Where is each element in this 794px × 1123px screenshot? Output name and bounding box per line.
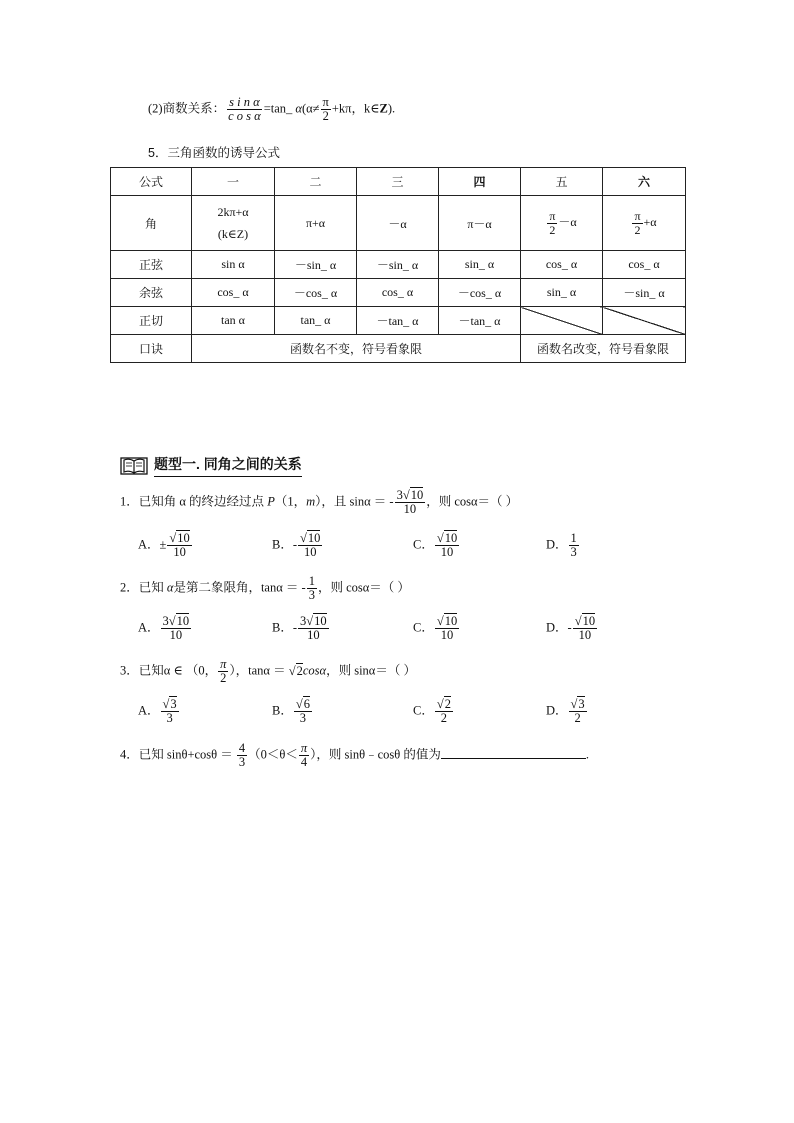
- q1-option-b[interactable]: B．- $\frac{√10}{10}$: [272, 531, 321, 560]
- table-cell: cos_ α: [521, 251, 603, 279]
- angle-cell: 2kπ+α (k∈Z): [192, 196, 275, 251]
- angle-cell: $\frac{\pi}{2}$ －α: [521, 196, 603, 251]
- section-5-title: 5．三角函数的诱导公式: [148, 146, 280, 160]
- table-row-sine: [111, 251, 686, 279]
- table-cell: －sin_ α: [357, 251, 439, 279]
- q1-fraction: $\frac{3√10}{10}$: [396, 488, 424, 517]
- angle-cell: －α: [357, 196, 439, 251]
- mnemonic-cell: 函数名改变，符号看象限: [521, 335, 686, 363]
- question-4: 4．已知 sinθ+cosθ ＝ $\frac{4}{3}$ （0＜θ＜ $\frac{\pi}{4}$ ），则 sinθ﹣cosθ 的值为 .: [120, 741, 590, 770]
- question-2: 2．已知 α是第二象限角，tanα ＝ - $\frac{1}{3}$ ，则 cosα＝（ ）: [120, 574, 410, 603]
- answer-blank[interactable]: [441, 757, 586, 759]
- header-cell: 六: [603, 168, 686, 196]
- header-cell: 二: [275, 168, 357, 196]
- table-row-angle: [111, 196, 686, 251]
- question-1: 1．已知角 α 的终边经过点 P（1，m），且 sinα ＝ - $\frac{3√10}{10}$ ，则 cosα＝（ ）: [120, 488, 519, 517]
- table-cell: －cos_ α: [275, 279, 357, 307]
- table-cell: sin_ α: [521, 279, 603, 307]
- induction-formula-table: [110, 167, 686, 363]
- q2-option-b[interactable]: B．- $\frac{3√10}{10}$: [272, 614, 327, 643]
- table-cell: tan_ α: [275, 307, 357, 335]
- table-cell: tan α: [192, 307, 275, 335]
- table-cell: cos_ α: [192, 279, 275, 307]
- q4-fraction: $\frac{4}{3}$: [238, 741, 246, 770]
- row-label: 正弦: [111, 251, 192, 279]
- table-header-row: [111, 168, 686, 196]
- row-label: 正切: [111, 307, 192, 335]
- q1-option-d[interactable]: D． $\frac{1}{3}$: [546, 531, 577, 560]
- table-cell: －cos_ α: [439, 279, 521, 307]
- q2-option-c[interactable]: C． $\frac{√10}{10}$: [413, 614, 458, 643]
- table-cell: sin α: [192, 251, 275, 279]
- row-label: 余弦: [111, 279, 192, 307]
- angle-cell: $\frac{\pi}{2}$ +α: [603, 196, 686, 251]
- table-row-mnemonic: [111, 335, 686, 363]
- q1-option-a[interactable]: A．± $\frac{√10}{10}$: [138, 531, 190, 560]
- section-title: 题型一. 同角之间的关系: [154, 454, 302, 477]
- mnemonic-cell: 函数名不变，符号看象限: [192, 335, 521, 363]
- table-row-tangent: [111, 307, 686, 335]
- q3-option-b[interactable]: B． $\frac{√6}{3}$: [272, 697, 310, 726]
- sin-over-cos-fraction: $\frac{\text{s i n α}}{\text{c o s α}}$: [228, 95, 261, 124]
- row-label: 口诀: [111, 335, 192, 363]
- angle-cell: π+α: [275, 196, 357, 251]
- quotient-prefix: (2)商数关系：: [148, 101, 226, 116]
- header-cell: 一: [192, 168, 275, 196]
- q3-option-d[interactable]: D． $\frac{√3}{2}$: [546, 697, 585, 726]
- pi-over-two-fraction: $\frac{\pi}{2}$: [322, 95, 329, 124]
- q3-option-c[interactable]: C． $\frac{√2}{2}$: [413, 697, 451, 726]
- header-cell: 五: [521, 168, 603, 196]
- quotient-equals-tan: =tan_: [263, 101, 296, 116]
- row-label: 角: [111, 196, 192, 251]
- diagonal-empty-cell: [521, 307, 603, 335]
- q2-option-a[interactable]: A． $\frac{3√10}{10}$: [138, 614, 190, 643]
- section-header: [120, 454, 302, 477]
- quotient-relation-line: (2)商数关系： $\frac{\text{s i n α}}{\text{c o s α}}$ =tan_ α(α≠ $\frac{\pi}{2}$ +kπ，k∈Z).: [148, 95, 396, 124]
- book-icon: [120, 456, 148, 476]
- question-3: 3．已知α ∈ （0， $\frac{\pi}{2}$ ），tanα ＝ √2cosα，则 sinα＝（ ）: [120, 657, 416, 686]
- q2-option-d[interactable]: D．- $\frac{√10}{10}$: [546, 614, 596, 643]
- table-cell: cos_ α: [603, 251, 686, 279]
- table-cell: －tan_ α: [439, 307, 521, 335]
- table-cell: －sin_ α: [603, 279, 686, 307]
- table-cell: cos_ α: [357, 279, 439, 307]
- table-cell: －tan_ α: [357, 307, 439, 335]
- q3-pi-over-two: $\frac{\pi}{2}$: [220, 657, 227, 686]
- table-cell: －sin_ α: [275, 251, 357, 279]
- table-cell: sin_ α: [439, 251, 521, 279]
- q1-option-c[interactable]: C． $\frac{√10}{10}$: [413, 531, 458, 560]
- q4-pi-over-four: $\frac{\pi}{4}$: [300, 741, 308, 770]
- angle-cell: π－α: [439, 196, 521, 251]
- header-cell: 三: [357, 168, 439, 196]
- header-cell: 四: [439, 168, 521, 196]
- q3-option-a[interactable]: A． $\frac{√3}{3}$: [138, 697, 177, 726]
- diagonal-empty-cell: [603, 307, 686, 335]
- q2-fraction: $\frac{1}{3}$: [308, 574, 315, 603]
- table-row-cosine: [111, 279, 686, 307]
- header-cell: 公式: [111, 168, 192, 196]
